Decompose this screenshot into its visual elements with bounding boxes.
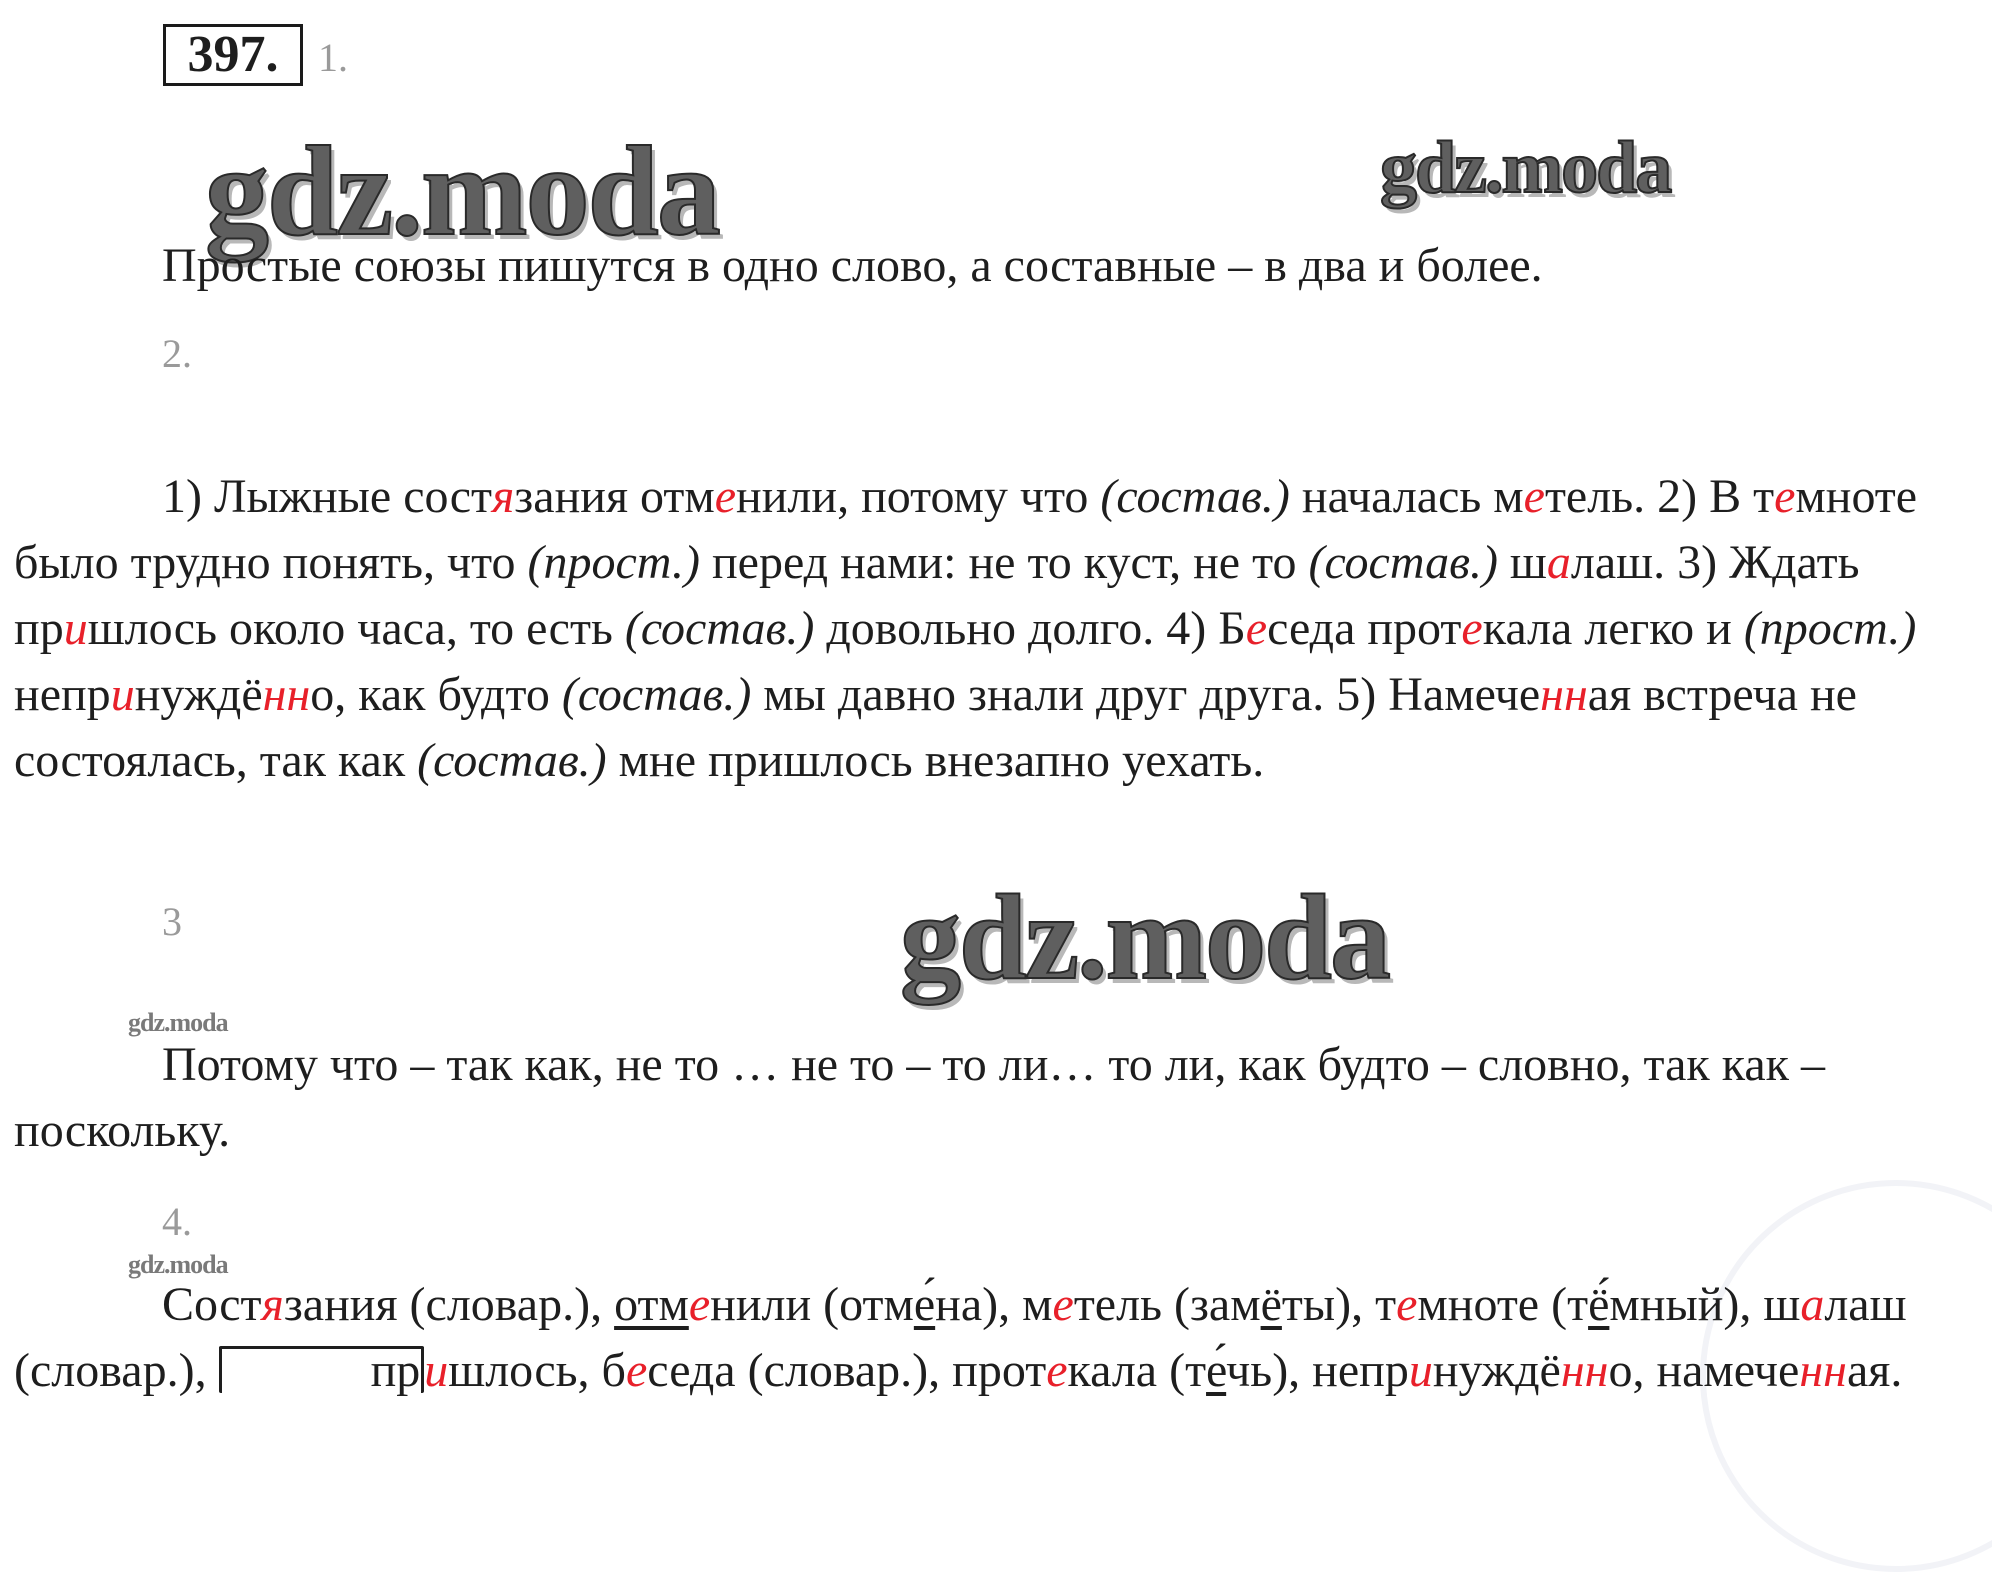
orthogram-letter: е [688,1278,711,1331]
orthogram-letter: и [424,1344,449,1397]
text-run: о, намече [1608,1344,1800,1397]
prefix-mark: пр [219,1346,425,1393]
union-type-note: (прост.) [1743,602,1917,655]
text-run: непр [14,668,111,721]
text-run: тель (зам [1073,1278,1261,1331]
orthogram-letter: я [261,1278,284,1331]
part2-paragraph [14,464,1974,794]
stress-marked-letter: ё́ [1588,1278,1610,1331]
orthogram-letter: и [110,668,135,721]
text-run: чь), непр [1226,1344,1409,1397]
text-run: нили (отм [710,1278,914,1331]
orthogram-letter: е [1046,1344,1068,1397]
part1-paragraph: Простые союзы пишутся в одно слово, а составные – в два и более. [162,239,1543,292]
watermark-logo: gdz.moda [205,120,719,262]
text-run: шлось около часа, то есть [87,602,625,655]
orthogram-letter: е [1396,1278,1418,1331]
orthogram-letter: нн [1799,1344,1847,1397]
text-run: ая встреча не состоялась, так как [14,668,1857,787]
text-run: кала легко и [1482,602,1744,655]
stress-marked-letter: е́ [913,1278,936,1331]
text-run: мный), ш [1609,1278,1801,1331]
stress-marked-letter: отм [614,1278,689,1331]
text-run: 1) Лыжные сост [162,470,492,523]
text-run: Сост [162,1278,262,1331]
part3-text-block [14,1032,1974,1164]
union-type-note: (состав.) [1308,536,1498,589]
orthogram-letter: а [1546,536,1571,589]
part4-text-block [14,1272,1974,1404]
orthogram-letter: е [1774,470,1796,523]
orthogram-letter: и [63,602,88,655]
orthogram-letter: е [625,1344,648,1397]
text-run: ш [1497,536,1547,589]
text-run: довольно долго. 4) Б [814,602,1246,655]
text-run: седа прот [1267,602,1462,655]
text-run: лаш. 3) Ждать пр [14,536,1860,655]
part-label-2: 2. [162,331,192,376]
text-run: шлось, б [448,1344,626,1397]
union-type-note: (прост.) [527,536,700,589]
text-run: зания (словар.), [283,1278,615,1331]
orthogram-letter: е [1461,602,1483,655]
part4-paragraph [14,1272,1974,1404]
text-run: лаш (словар.), [14,1278,1907,1397]
text-run: зания отм [514,470,715,523]
text-run: седа (словар.), прот [647,1344,1047,1397]
text-run: мы давно знали друг друга. 5) Намече [751,668,1541,721]
part3-paragraph: Потому что – так как, не то … не то – то ли… то ли, как будто – словно, так как – поскольку. [14,1038,1825,1157]
text-run: началась м [1289,470,1524,523]
text-run: ая. [1846,1344,1903,1397]
watermark-logo: gdz.moda [1380,127,1671,209]
orthogram-letter: е [714,470,737,523]
text-run: о, как будто [310,668,562,721]
text-run: ты), т [1281,1278,1397,1331]
orthogram-letter: нн [262,668,311,721]
union-type-note: (состав.) [624,602,815,655]
orthogram-letter: е [1245,602,1268,655]
part-label-3: 3 [162,899,182,944]
text-run: нуждё [1432,1344,1561,1397]
orthogram-letter: е [1052,1278,1074,1331]
union-type-note: (состав.) [561,668,752,721]
stress-marked-letter: ё [1260,1278,1282,1331]
union-type-note: (состав.) [417,734,607,787]
text-run: мне пришлось внезапно уехать. [606,734,1265,787]
text-run: перед нами: не то куст, не то [699,536,1309,589]
orthogram-letter: а [1800,1278,1825,1331]
watermark-logo-small: gdz.moda [128,1008,228,1037]
orthogram-letter: е [1523,470,1545,523]
text-run: нуждё [134,668,263,721]
text-run: тель. 2) В т [1544,470,1775,523]
orthogram-letter: и [1408,1344,1433,1397]
watermark-logo-small: gdz.moda [128,1250,228,1279]
watermark-logo: gdz.moda [900,870,1389,1005]
union-type-note: (состав.) [1100,470,1290,523]
text-run: на), м [935,1278,1053,1331]
text-run: кала (т [1067,1344,1207,1397]
exercise-number: 397. [163,24,303,86]
text-run: мноте (т [1417,1278,1589,1331]
part-label-4: 4. [162,1199,192,1244]
orthogram-letter: я [491,470,515,523]
text-run: нили, потому что [736,470,1101,523]
part-label-1: 1. [318,35,348,80]
part2-text-block [14,464,1974,794]
orthogram-letter: нн [1540,668,1588,721]
part1-text-block [14,233,1974,299]
text-run: мноте было трудно понять, что [14,470,1918,589]
orthogram-letter: нн [1560,1344,1609,1397]
stress-marked-letter: е́ [1206,1344,1227,1397]
